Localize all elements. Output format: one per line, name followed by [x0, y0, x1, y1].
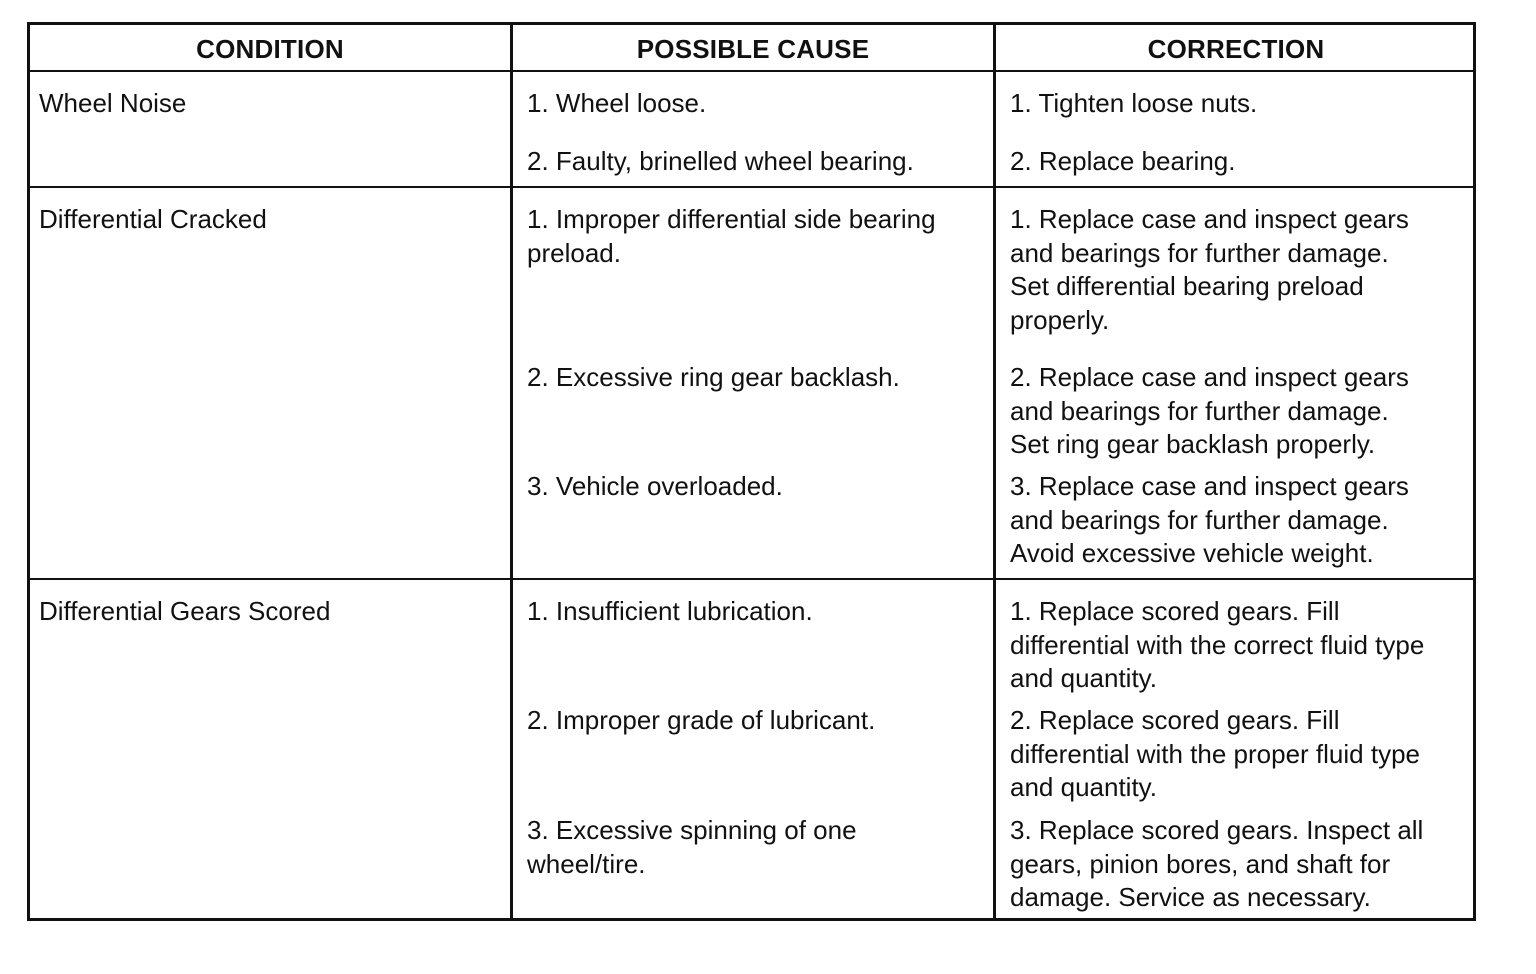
row-divider — [30, 578, 1473, 580]
header-correction: CORRECTION — [1147, 34, 1325, 64]
cause-cell: 1. Insufficient lubrication. — [527, 596, 813, 626]
correction-cell: 2. Replace case and inspect gears and bearings for further damage. Set ring gear backlash properly. — [1010, 362, 1409, 459]
correction-cell: 2. Replace bearing. — [1010, 146, 1236, 176]
condition-cell: Wheel Noise — [39, 88, 187, 118]
condition-cell: Differential Gears Scored — [39, 596, 331, 626]
header-condition: CONDITION — [196, 34, 344, 64]
correction-cell: 2. Replace scored gears. Fill differential with the proper fluid type and quantity. — [1010, 705, 1420, 802]
correction-cell: 3. Replace scored gears. Inspect all gears, pinion bores, and shaft for damage. Service as necessary. — [1010, 815, 1424, 912]
cause-cell: 1. Wheel loose. — [527, 88, 707, 118]
cause-cell: 3. Excessive spinning of one wheel/tire. — [527, 815, 857, 879]
cause-cell: 2. Excessive ring gear backlash. — [527, 362, 900, 392]
cause-cell: 2. Improper grade of lubricant. — [527, 705, 876, 735]
correction-cell: 1. Tighten loose nuts. — [1010, 88, 1258, 118]
row-divider — [30, 186, 1473, 188]
header-possible-cause: POSSIBLE CAUSE — [636, 34, 870, 64]
column-divider — [510, 25, 513, 918]
correction-cell: 1. Replace scored gears. Fill differential with the correct fluid type and quantity. — [1010, 596, 1425, 693]
condition-cell: Differential Cracked — [39, 204, 267, 234]
cause-cell: 3. Vehicle overloaded. — [527, 471, 783, 501]
diagnosis-table — [27, 22, 1476, 921]
column-divider — [993, 25, 996, 918]
correction-cell: 1. Replace case and inspect gears and bearings for further damage. Set differential bearing preload properly. — [1010, 204, 1409, 335]
cause-cell: 2. Faulty, brinelled wheel bearing. — [527, 146, 914, 176]
header-divider — [30, 70, 1473, 72]
correction-cell: 3. Replace case and inspect gears and bearings for further damage. Avoid excessive vehicle weight. — [1010, 471, 1409, 568]
cause-cell: 1. Improper differential side bearing preload. — [527, 204, 936, 268]
